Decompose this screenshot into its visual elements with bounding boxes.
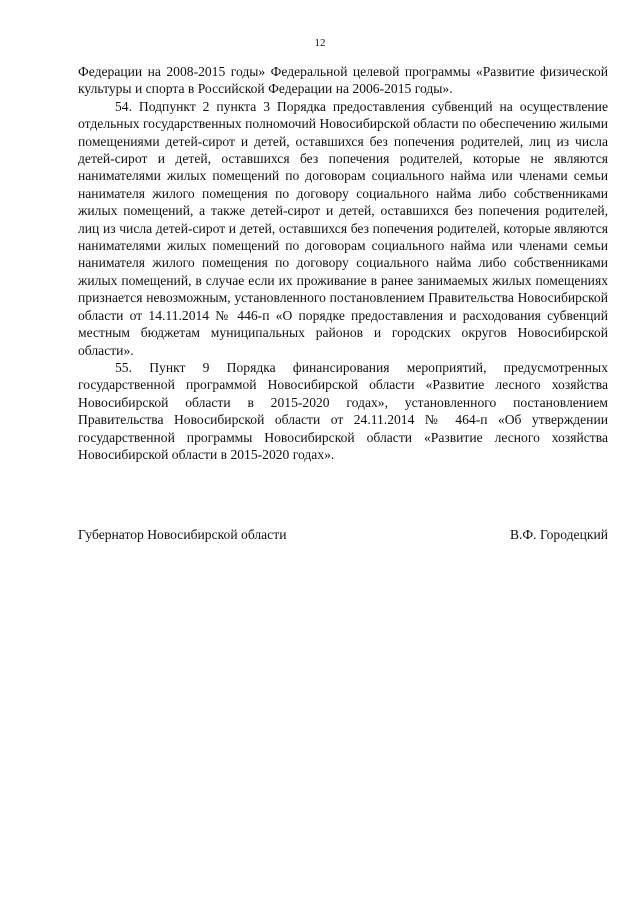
paragraph-item-54: 54. Подпункт 2 пункта 3 Порядка предоставления субвенций на осуществление отдельных государственных полномочий Новосибирской области по обеспечению жилыми помещениями детей-сирот и детей, оставшихся без попечения родителей, лиц из числа детей-сирот и детей, оставшихся без попечения родителей, которые не являются нанимателями жилых помещений по договорам социального найма или членами семьи нанимателя жилого помещения по договору социального найма либо собственниками жилых помещений, а также детей-сирот и детей, оставшихся без попечения родителей, лиц из числа детей-сирот и детей, оставшихся без попечения родителей, которые являются нанимателями жилых помещений по договорам социального найма или членами семьи нанимателя жилого помещения по договору социального найма либо собственниками жилых помещений, в случае если их проживание в ранее занимаемых жилых помещениях признается невозможным, установленного постановлением Правительства Новосибирской области от 14.11.2014 № 446-п «О порядке предоставления и расходования субвенций местным бюджетам муниципальных районов и городских округов Новосибирской области». [78,98,608,358]
signatory-position: Губернатор Новосибирской области [78,527,287,542]
document-body [78,63,608,463]
paragraph-continuation: Федерации на 2008-2015 годы» Федеральной целевой программы «Развитие физической культуры и спорта в Российской Федерации на 2006-2015 годы». [78,64,608,97]
page-number: 12 [314,37,326,49]
paragraph-item-55: 55. Пункт 9 Порядка финансирования мероприятий, предусмотренных государственной программой Новосибирской области «Развитие лесного хозяйства Новосибирской области в 2015-2020 годах», установленного постановлением Правительства Новосибирской области от 24.11.2014 № 464-п «Об утверждении государственной программы Новосибирской области «Развитие лесного хозяйства Новосибирской области в 2015-2020 годах». [78,359,608,462]
signature-block [78,526,608,543]
signatory-name: В.Ф. Городецкий [509,527,608,542]
